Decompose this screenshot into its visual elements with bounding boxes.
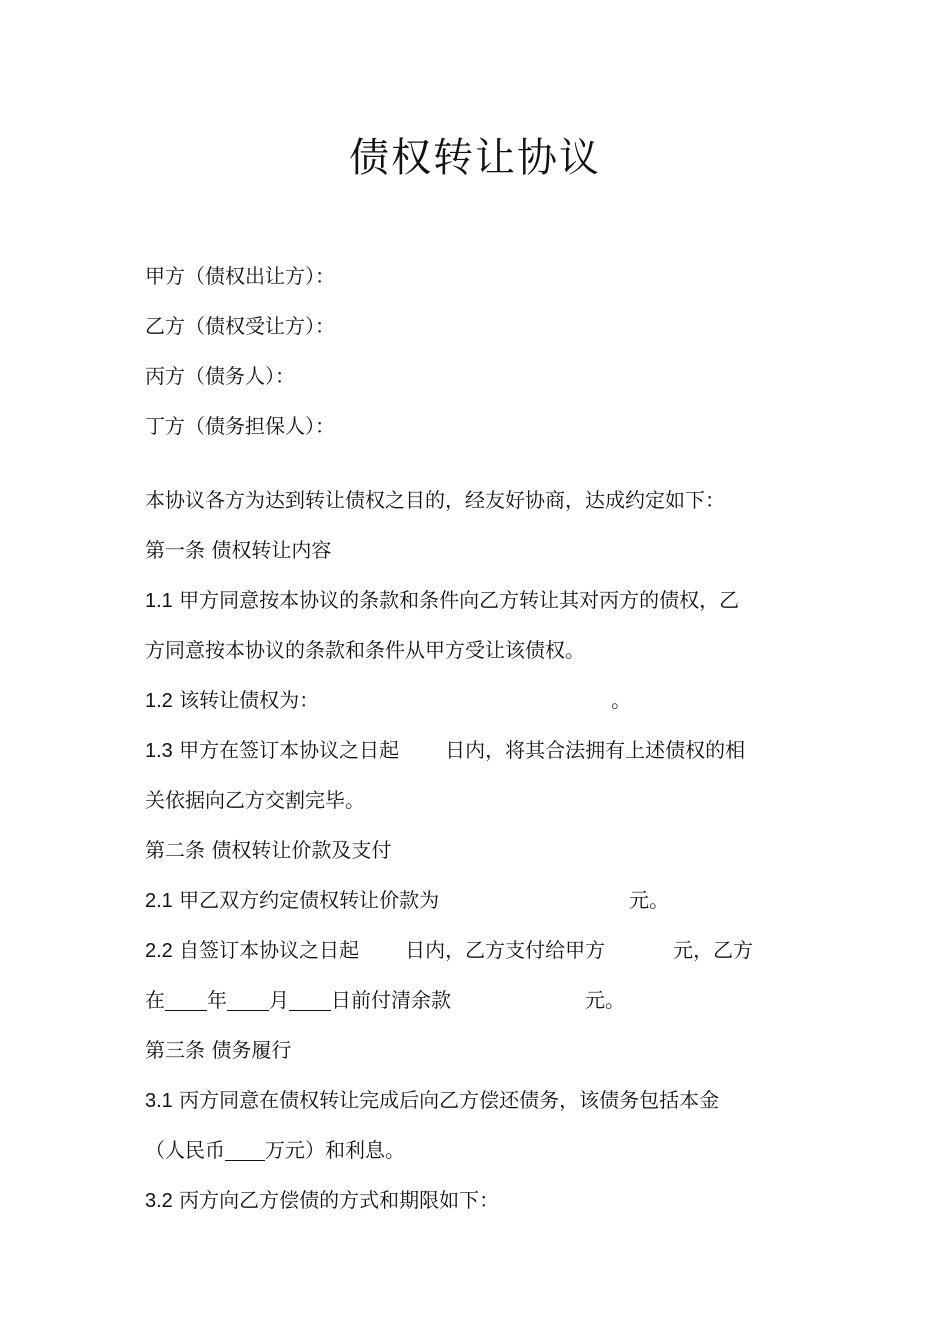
clause-3-1-line-1 — [145, 1086, 719, 1115]
document-title: 债权转让协议 — [349, 135, 601, 181]
article-3-heading: 第三条 债务履行 — [145, 1038, 292, 1062]
clause-text: 丙方同意在债权转让完成后向乙方偿还债务，该债务包括本金 — [179, 1088, 720, 1112]
clause-text: 日前付清余款 — [331, 988, 451, 1012]
clause-end: 。 — [611, 688, 632, 712]
clause-text: 在 — [145, 988, 165, 1012]
blank-underline — [165, 988, 207, 1011]
clause-2-2-line-1 — [145, 936, 753, 965]
clause-1-3-line-1 — [145, 736, 745, 765]
clause-text: 日内，乙方支付给甲方 — [405, 938, 606, 962]
clause-1-1-line-1 — [145, 586, 739, 615]
clause-1-3-line-2: 关依据向乙方交割完毕。 — [145, 788, 365, 812]
clause-text: 万元）和利息。 — [265, 1138, 405, 1162]
clause-text: 元，乙方 — [673, 938, 754, 962]
clause-text: 月 — [269, 988, 289, 1012]
clause-1-2 — [145, 686, 631, 715]
clause-text: 年 — [207, 988, 227, 1012]
article-2-heading: 第二条 债权转让价款及支付 — [145, 838, 392, 862]
clause-text: 甲乙双方约定债权转让价款为 — [179, 888, 440, 912]
clause-3-1-line-2 — [145, 1136, 405, 1164]
clause-number: 3.1 — [145, 1090, 173, 1112]
party-d-line: 丁方（债务担保人）： — [145, 414, 335, 438]
party-b-line: 乙方（债权受让方）： — [145, 314, 335, 338]
clause-text: 甲方在签订本协议之日起 — [179, 738, 400, 762]
clause-text: 日内，将其合法拥有上述债权的相 — [445, 738, 746, 762]
clause-text: 丙方向乙方偿债的方式和期限如下： — [179, 1188, 500, 1212]
clause-end: 元。 — [629, 888, 670, 912]
clause-number: 2.1 — [145, 890, 173, 912]
clause-2-1 — [145, 886, 669, 915]
clause-text: 自签订本协议之日起 — [179, 938, 360, 962]
clause-text: 该转让债权为： — [179, 688, 320, 712]
clause-text: 甲方同意按本协议的条款和条件向乙方转让其对丙方的债权，乙 — [179, 588, 740, 612]
blank-underline — [227, 988, 269, 1011]
clause-number: 3.2 — [145, 1190, 173, 1212]
clause-number: 1.1 — [145, 590, 173, 612]
blank-underline — [225, 1138, 265, 1161]
intro-paragraph: 本协议各方为达到转让债权之目的，经友好协商，达成约定如下： — [145, 488, 725, 512]
party-a-line: 甲方（债权出让方）： — [145, 264, 335, 288]
article-1-heading: 第一条 债权转让内容 — [145, 538, 332, 562]
clause-1-1-line-2: 方同意按本协议的条款和条件从甲方受让该债权。 — [145, 638, 585, 662]
party-c-line: 丙方（债务人）： — [145, 364, 295, 388]
clause-2-2-line-2 — [145, 986, 625, 1014]
blank-underline — [289, 988, 331, 1011]
clause-3-2 — [145, 1186, 499, 1215]
clause-end: 元。 — [585, 988, 625, 1012]
clause-text: （人民币 — [145, 1138, 225, 1162]
clause-number: 1.2 — [145, 690, 173, 712]
clause-number: 1.3 — [145, 740, 173, 762]
clause-number: 2.2 — [145, 940, 173, 962]
